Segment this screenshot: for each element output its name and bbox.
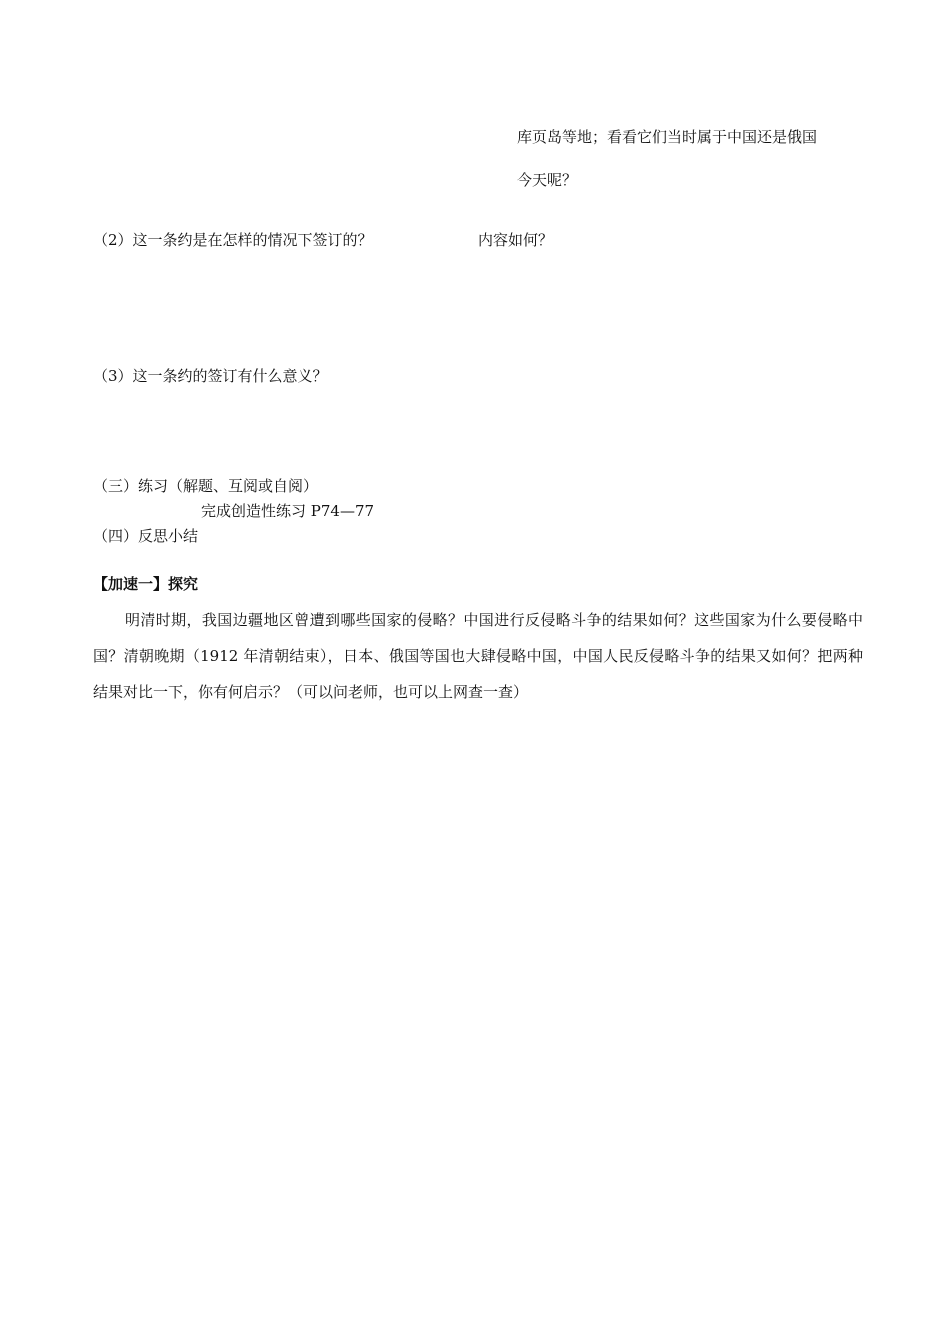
section-4-heading: （四）反思小结 — [93, 527, 199, 545]
question-3: （3）这一条约的签订有什么意义？ — [93, 367, 328, 385]
explore-heading — [93, 574, 198, 594]
section-3-task: 完成创造性练习 P74—77 — [201, 502, 375, 520]
section-3-heading: （三）练习（解题、互阅或自阅） — [93, 477, 319, 495]
map-question-line-2: 今天呢？ — [517, 171, 578, 189]
explore-title: 探究 — [168, 575, 199, 593]
explore-paragraph: 明清时期，我国边疆地区曾遭到哪些国家的侵略？中国进行反侵略斗争的结果如何？这些国家为什么要侵略中国？清朝晚期（1912 年清朝结束），日本、俄国等国也大肆侵略中国，中国人民反侵略斗争的结果又如何？把两种结果对比一下，你有何启示？（可以问老师，也可以上网查一查） — [93, 611, 863, 701]
question-2: （2）这一条约是在怎样的情况下签订的？ — [93, 231, 373, 249]
explore-bracket-label: 【加速一】 — [93, 575, 169, 593]
map-question-line-1: 库页岛等地；看看它们当时属于中国还是俄国 — [517, 128, 818, 146]
question-2-content: 内容如何？ — [478, 231, 554, 249]
